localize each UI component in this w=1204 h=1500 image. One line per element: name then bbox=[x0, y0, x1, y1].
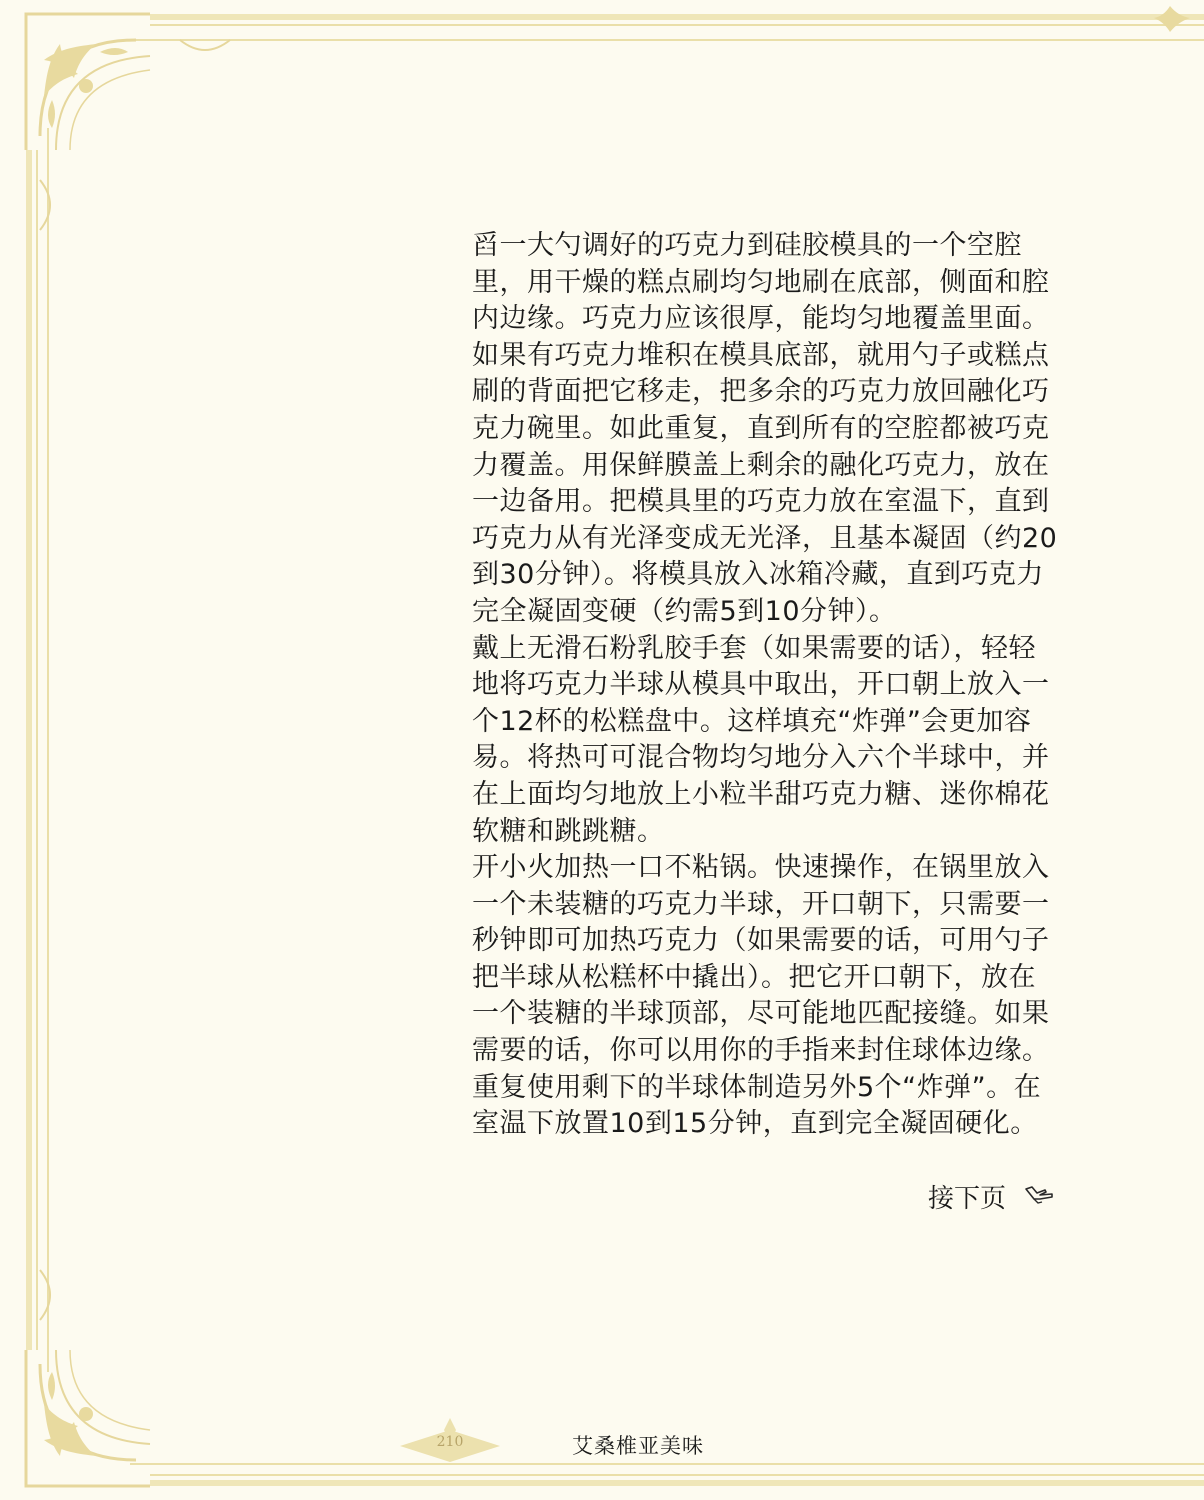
recipe-body-text bbox=[472, 228, 1088, 1143]
paragraph-3: 开小火加热一口不粘锅。快速操作，在锅里放入 一个未装糖的巧克力半球，开口朝下，只需要一 秒钟即可加热巧克力（如果需要的话，可用勺子 把半球从松糕杯中撬出）。把它开口朝下，放在 一个装糖的半球顶部，尽可能地匹配接缝。如果 需要的话，你可以用你的手指来封住球体边缘。 重复使用剩下的半球体制造另外5个“炸弹”。在 室温下放置10到15分钟，直到完全凝固硬化。 bbox=[472, 852, 1050, 1140]
pointing-hand-icon bbox=[1024, 1185, 1056, 1207]
next-page-link[interactable] bbox=[928, 1176, 1056, 1216]
frame-top-band bbox=[150, 14, 1204, 20]
page-footer bbox=[0, 1426, 1204, 1466]
page-number: 210 bbox=[436, 1434, 464, 1450]
next-page-label: 接下页 bbox=[928, 1183, 1007, 1214]
frame-bottom-band bbox=[150, 1480, 1204, 1486]
frame-left-band bbox=[26, 150, 32, 1350]
book-title: 艾桑椎亚美味 bbox=[572, 1434, 704, 1458]
paragraph-1: 舀一大勺调好的巧克力到硅胶模具的一个空腔 里，用干燥的糕点刷均匀地刷在底部，侧面和腔 内边缘。巧克力应该很厚，能均匀地覆盖里面。 如果有巧克力堆积在模具底部，就用勺子或糕点 刷的背面把它移走，把多余的巧克力放回融化巧 克力碗里。如此重复，直到所有的空腔都被巧克 力覆盖。用保鲜膜盖上剩余的融化巧克力，放在 一边备用。把模具里的巧克力放在室温下，直到 巧克力从有光泽变成无光泽，且基本凝固（约20 到30分钟）。将模具放入冰箱冷藏，直到巧克力 完全凝固变硬（约需5到10分钟）。 bbox=[472, 230, 1058, 627]
paragraph-2: 戴上无滑石粉乳胶手套（如果需要的话），轻轻 地将巧克力半球从模具中取出，开口朝上放入一 个12杯的松糕盘中。这样填充“炸弹”会更加容 易。将热可可混合物均匀地分入六个半球中，并 在上面均匀地放上小粒半甜巧克力糖、迷你棉花 软糖和跳跳糖。 bbox=[472, 632, 1050, 847]
